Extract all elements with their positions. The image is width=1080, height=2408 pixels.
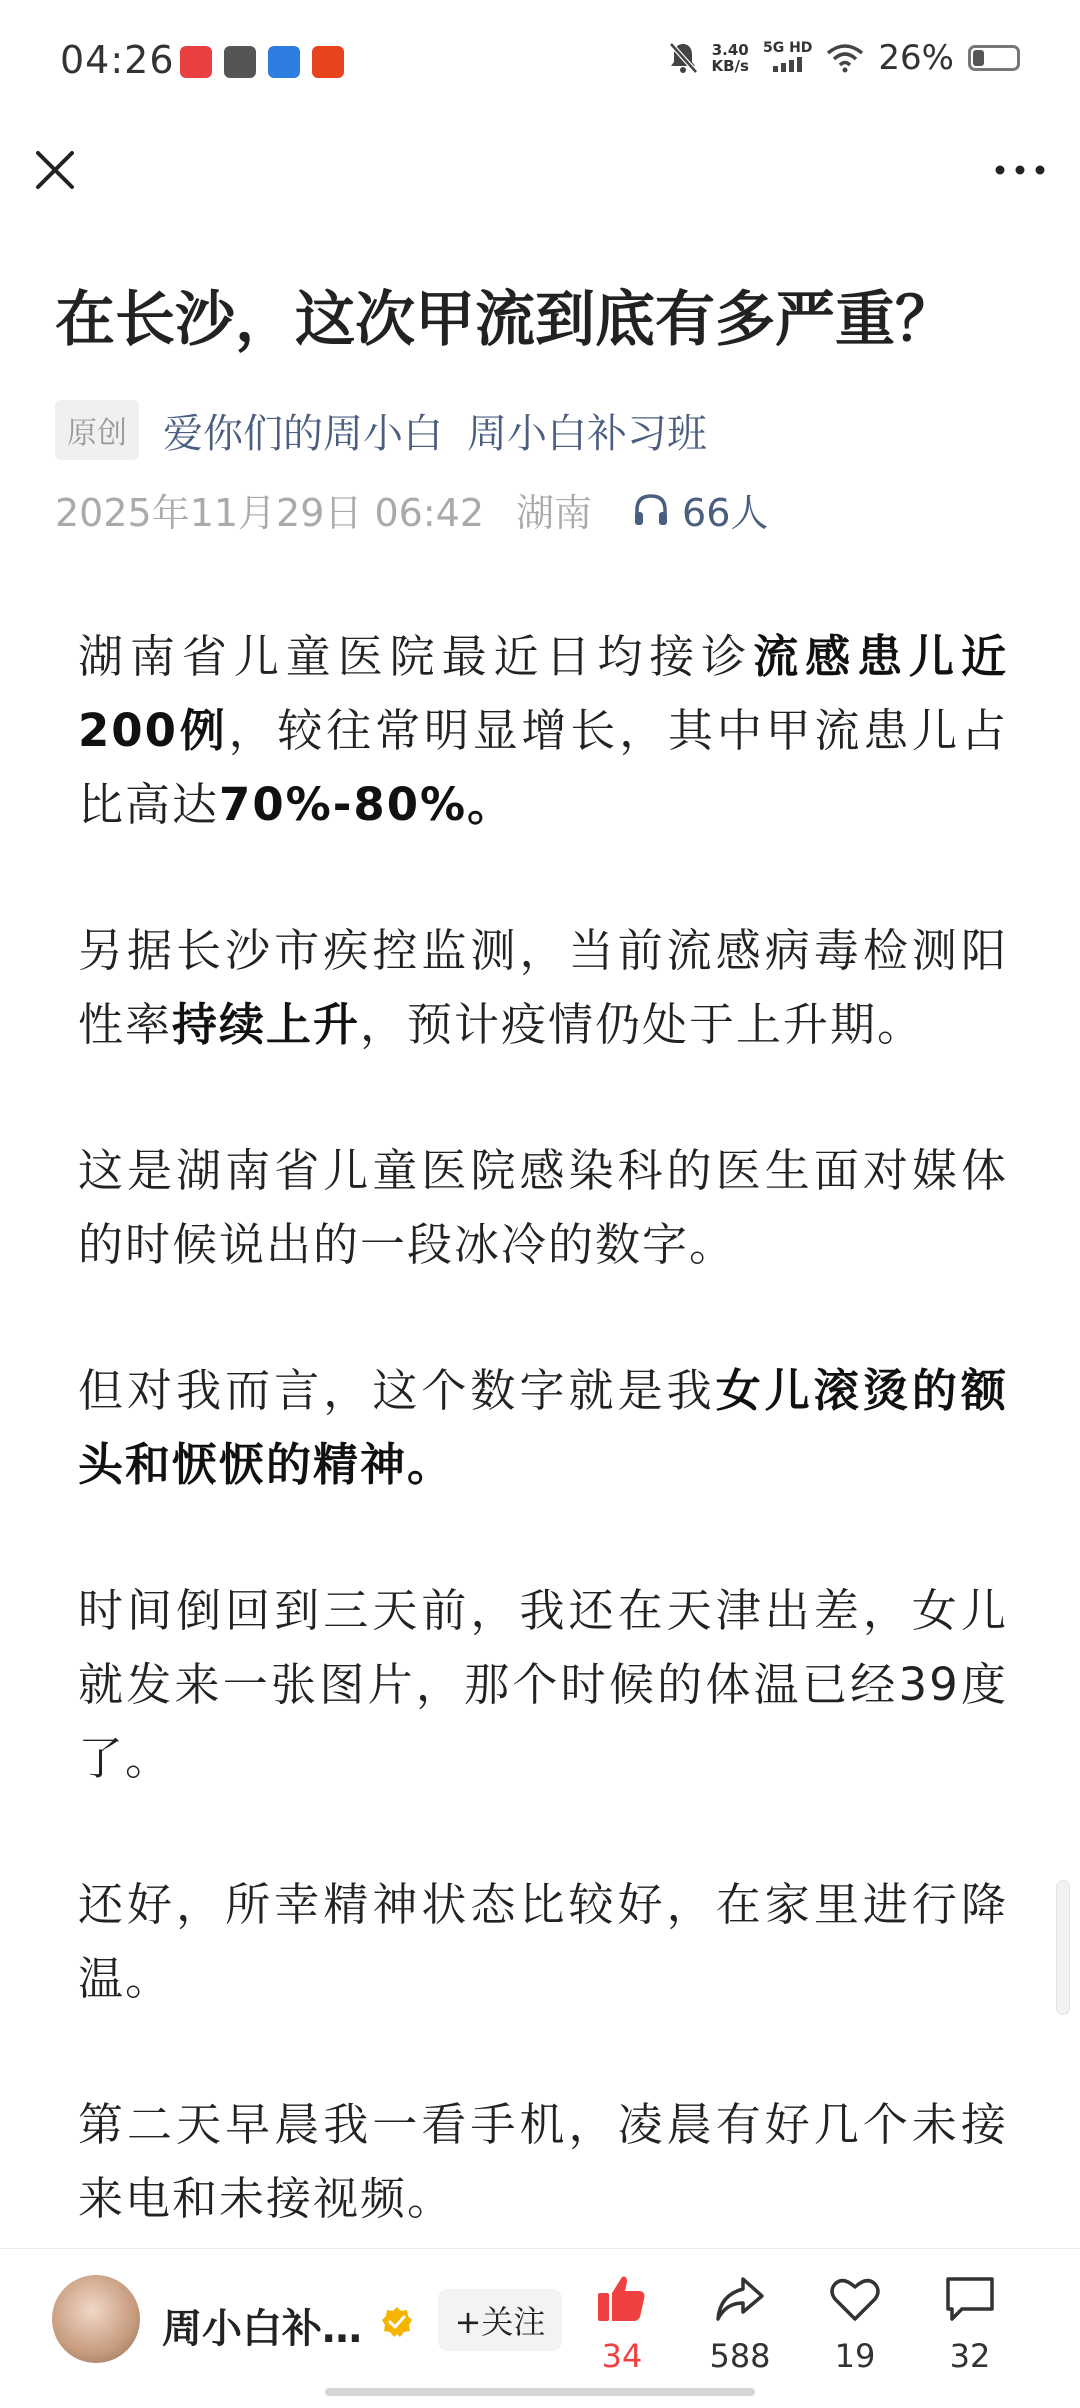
wifi-icon [826,43,864,73]
home-indicator[interactable] [325,2388,755,2396]
bold-text-run: 70%-80%。 [219,778,515,831]
scroll-indicator[interactable] [1056,1880,1070,2015]
more-options-icon[interactable] [990,155,1050,185]
battery-percent: 26% [878,38,954,78]
article-meta-author-row [55,400,707,460]
publish-datetime: 2025年11月29日 06:42 [55,491,485,535]
network-type-label: 5G HD [762,40,813,56]
status-right-group [668,38,1021,78]
article-paragraph [78,1574,1008,1796]
text-run: 时间倒回到三天前，我还在天津出差，女儿就发来一张图片，那个时候的体温已经39度了。 [78,1584,1008,1785]
like-button[interactable] [567,2271,677,2375]
like-count: 34 [601,2337,643,2375]
publish-location: 湖南 [516,491,593,535]
text-run: 这是湖南省儿童医院感染科的医生面对媒体的时候说出的一段冰冷的数字。 [78,1144,1008,1271]
listener-count: 66人 [682,491,769,535]
mute-bell-icon [668,41,698,75]
comment-count: 32 [949,2337,991,2375]
favorite-button[interactable] [800,2271,910,2375]
article-meta-info-row [55,482,768,537]
article-paragraph [78,620,1008,842]
bold-text-run: 女儿滚烫的额头和恹恹的精神。 [78,1364,1008,1491]
network-speed-value: 3.40 [711,41,749,59]
text-run: 还好，所幸精神状态比较好，在家里进行降温。 [78,1878,1008,2005]
original-badge: 原创 [55,400,139,460]
listen-button[interactable] [632,482,768,537]
verified-badge-icon [380,2305,414,2339]
bottom-author-name[interactable]: 周小白补… [162,2306,362,2352]
status-time: 04:26 [60,38,175,82]
column-link[interactable]: 周小白补习班 [467,410,707,457]
article-paragraph [78,1134,1008,1282]
network-speed-unit: KB/s [711,57,749,75]
share-count: 588 [709,2337,771,2375]
follow-button[interactable]: +关注 [438,2289,562,2351]
share-button[interactable] [685,2271,795,2375]
share-icon [712,2271,768,2327]
notification-app-icons [180,46,344,78]
network-type [763,40,812,76]
article-paragraph [78,2088,1008,2236]
article-paragraph [78,1868,1008,2016]
article-title: 在长沙，这次甲流到底有多严重？ [55,285,955,355]
article-paragraph [78,1354,1008,1502]
comment-button[interactable] [915,2271,1025,2375]
link-app-icon [224,46,256,78]
bottom-action-bar [0,2248,1080,2408]
comment-icon [942,2271,998,2327]
bold-text-run: 持续上升 [172,998,361,1051]
battery-icon [968,45,1020,71]
article-paragraph [78,914,1008,1062]
text-run: 湖南省儿童医院最近日均接诊 [78,630,754,683]
heart-icon [827,2271,883,2327]
author-link[interactable]: 爱你们的周小白 [163,410,443,457]
text-run: 另据长沙市疾控监测，当前流感病毒检测阳性率 [78,924,1008,1051]
article-body [78,620,1008,2308]
headphones-icon [632,492,670,528]
text-run: ，较往常明显增长，其中甲流患儿占比高达 [78,704,1008,831]
status-bar [0,0,1080,130]
top-toolbar [0,130,1080,240]
favorite-count: 19 [834,2337,876,2375]
author-avatar[interactable] [52,2275,140,2363]
thumbs-up-icon [594,2271,650,2327]
text-run: 但对我而言，这个数字就是我 [78,1364,716,1417]
text-run: 第二天早晨我一看手机，凌晨有好几个未接来电和未接视频。 [78,2098,1008,2225]
bold-text-run: 流感患儿近200例 [78,630,1008,757]
pinduoduo-app-icon [312,46,344,78]
text-run: ，预计疫情仍处于上升期。 [360,998,925,1051]
close-icon[interactable] [30,145,80,195]
toutiao-app-icon [180,46,212,78]
feishu-app-icon [268,46,300,78]
signal-bars-icon [771,56,805,72]
network-speed [712,42,749,74]
